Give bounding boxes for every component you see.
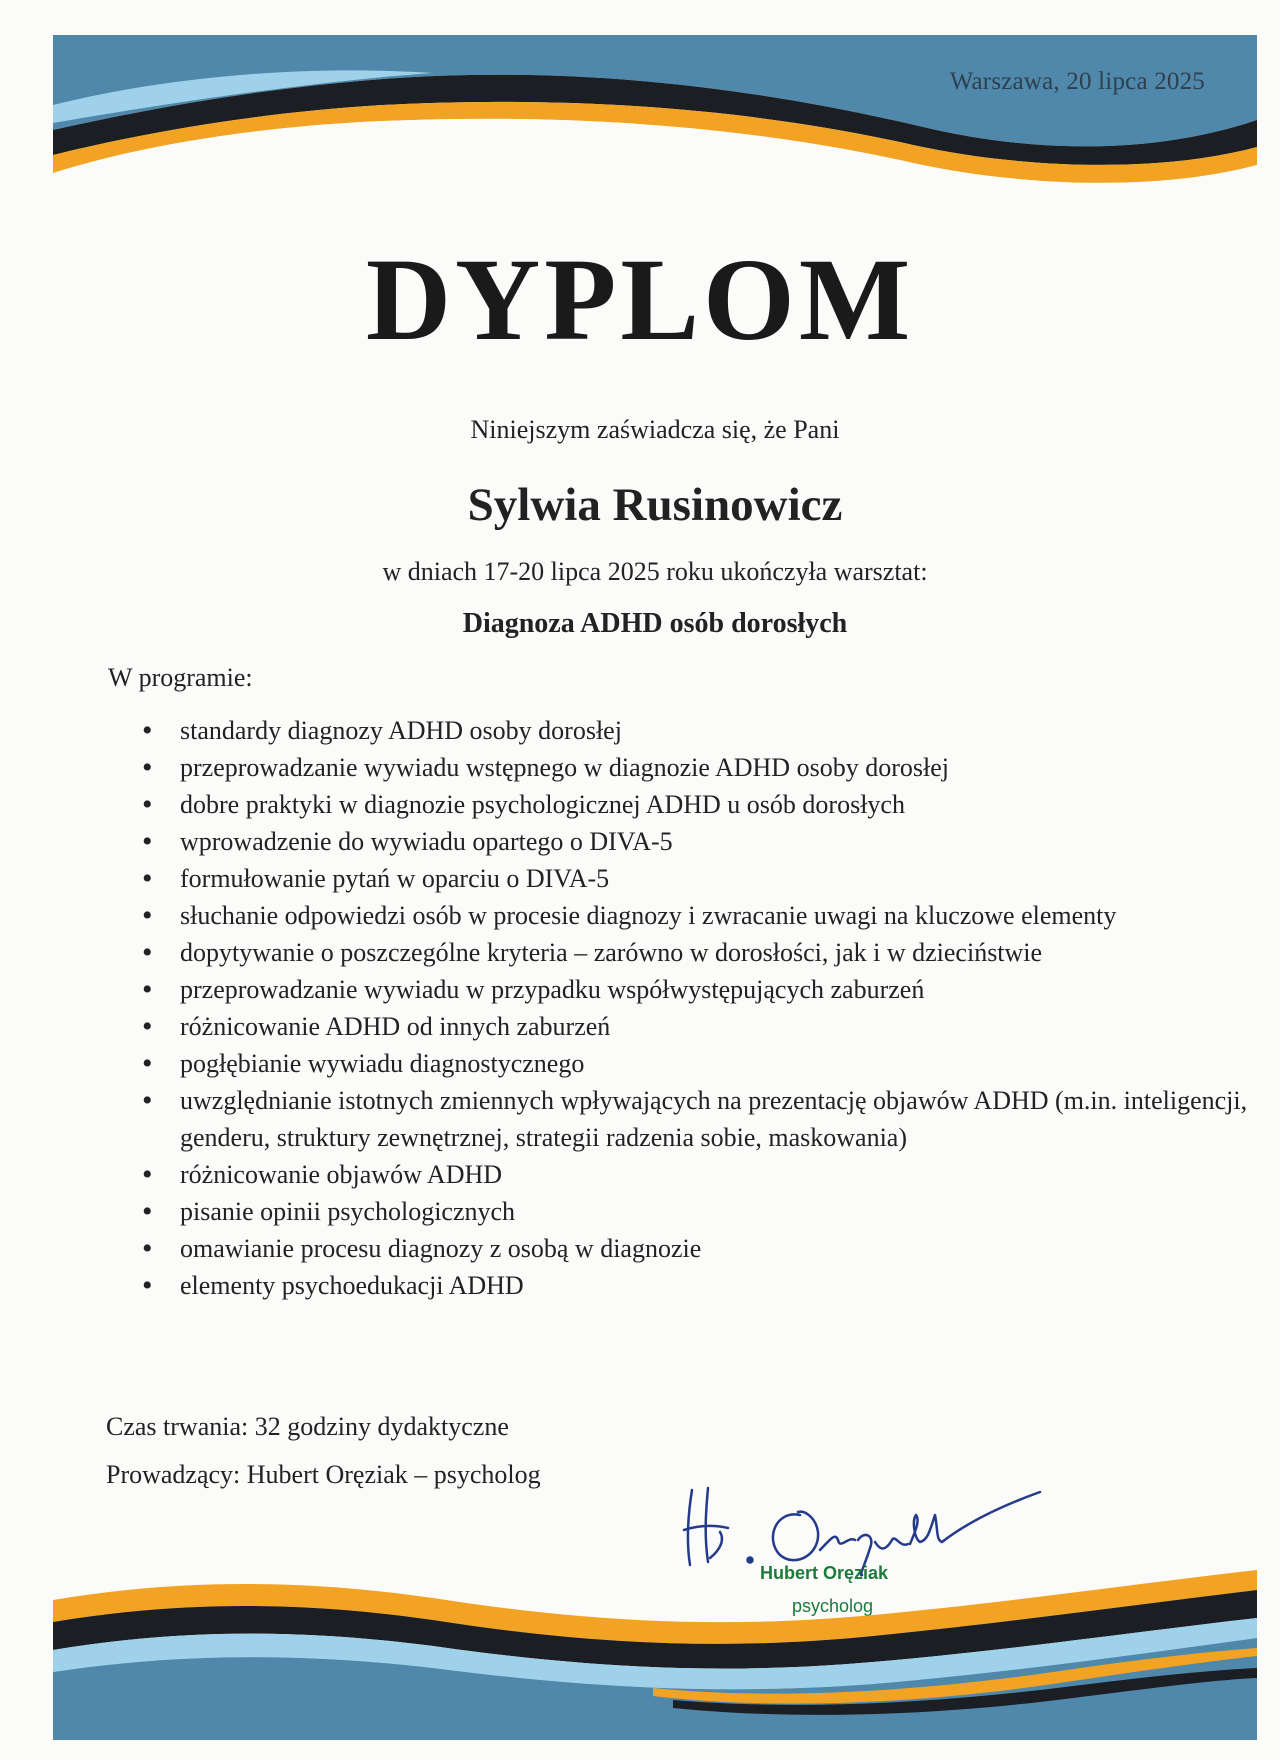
list-item: • dopytywanie o poszczególne kryteria – zarówno w dorosłości, jak i w dzieciństwie	[180, 934, 1250, 971]
program-label: W programie:	[108, 663, 253, 692]
list-item: • formułowanie pytań w oparciu o DIVA-5	[180, 860, 1250, 897]
intro-text: Niniejszym zaświadcza się, że Pani	[470, 415, 840, 444]
stamp-role: psycholog	[792, 1596, 874, 1616]
list-item: • dobre praktyki w diagnozie psychologicznej ADHD u osób dorosłych	[180, 786, 1250, 823]
workshop-dates: w dniach 17-20 lipca 2025 roku ukończyła warsztat:	[382, 557, 928, 586]
recipient-name: Sylwia Rusinowicz	[467, 479, 843, 531]
list-item: • różnicowanie ADHD od innych zaburzeń	[180, 1008, 1250, 1045]
list-item: • pisanie opinii psychologicznych	[180, 1193, 1250, 1230]
list-item: • omawianie procesu diagnozy z osobą w diagnozie	[180, 1230, 1250, 1267]
list-item: • elementy psychoedukacji ADHD	[180, 1267, 1250, 1304]
workshop-title: Diagnoza ADHD osób dorosłych	[462, 608, 848, 639]
duration-text: Czas trwania: 32 godziny dydaktyczne	[106, 1412, 509, 1441]
bottom-wave-banner	[53, 1560, 1257, 1740]
list-item: • standardy diagnozy ADHD osoby dorosłej	[180, 712, 1250, 749]
top-wave-banner	[53, 35, 1257, 195]
list-item: • wprowadzenie do wywiadu opartego o DIVA-5	[180, 823, 1250, 860]
issue-date: Warszawa, 20 lipca 2025	[949, 68, 1205, 95]
diploma-title: DYPLOM	[365, 234, 915, 365]
program-list	[140, 712, 1250, 1304]
lecturer-text: Prowadzący: Hubert Oręziak – psycholog	[106, 1460, 541, 1489]
list-item: • słuchanie odpowiedzi osób w procesie diagnozy i zwracanie uwagi na kluczowe elementy	[180, 897, 1250, 934]
list-item: • uwzględnianie istotnych zmiennych wpływających na prezentację objawów ADHD (m.in. inteligencji, genderu, struktury zewnętrznej, strategii radzenia sobie, maskowania)	[180, 1082, 1250, 1156]
stamp-name: Hubert Oręziak	[760, 1563, 889, 1583]
list-item: • pogłębianie wywiadu diagnostycznego	[180, 1045, 1250, 1082]
list-item: • przeprowadzanie wywiadu wstępnego w diagnozie ADHD osoby dorosłej	[180, 749, 1250, 786]
list-item: • różnicowanie objawów ADHD	[180, 1156, 1250, 1193]
list-item: • przeprowadzanie wywiadu w przypadku współwystępujących zaburzeń	[180, 971, 1250, 1008]
